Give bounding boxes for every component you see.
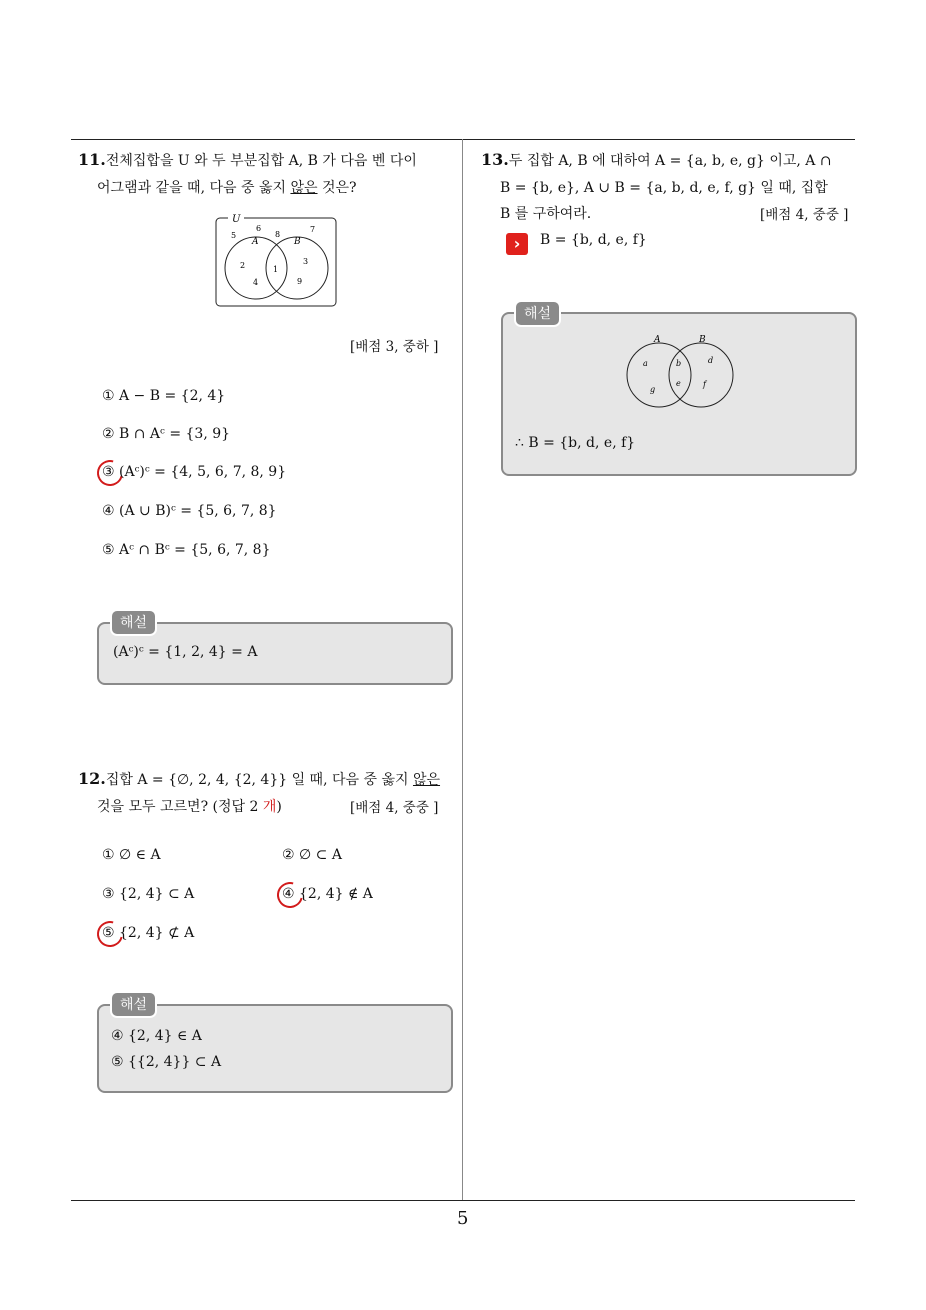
q12-choice-1[interactable]: ① ∅ ∈ A [102, 847, 161, 863]
q11-venn-both-1: 1 [273, 265, 279, 274]
top-rule [71, 139, 855, 140]
bottom-rule [71, 1200, 855, 1201]
q12-choice-2[interactable]: ② ∅ ⊂ A [282, 847, 342, 863]
q11-choice-3[interactable]: ③ (Aᶜ)ᶜ = {4, 5, 6, 7, 8, 9} [102, 464, 287, 480]
q12-number: 12. [78, 769, 106, 788]
page-number: 5 [457, 1208, 469, 1229]
q12-score: [배점 4, 중중 ] [350, 800, 439, 816]
q11-text1: 전체집합을 U 와 두 부분집합 A, B 가 다음 벤 다이 [105, 153, 417, 169]
q13-venn-circle-a [627, 343, 691, 407]
q13-text1: 두 집합 A, B 에 대하여 A = {a, b, e, g} 이고, A ∩ [508, 153, 832, 169]
q13-venn-b-2: f [703, 380, 706, 389]
q12-solution-tag: 해설 [110, 991, 157, 1018]
q12-text1: 집합 A = {∅, 2, 4, {2, 4}} 일 때, 다음 중 옳지 [105, 772, 413, 788]
q11-venn-label-a: A [252, 237, 259, 247]
q11-venn-label-u: U [232, 214, 241, 225]
q13-answer: B = {b, d, e, f} [540, 232, 647, 248]
q11-line1 [78, 150, 417, 170]
q12-line1 [78, 769, 440, 789]
q11-venn-a-2: 4 [253, 278, 259, 287]
q13-line3: B 를 구하여라. [500, 206, 592, 222]
q11-number: 11. [78, 150, 106, 169]
q12-count-highlight: 개 [262, 799, 277, 815]
q13-venn-both-1: b [676, 359, 682, 368]
q13-venn-label-a: A [654, 335, 661, 345]
q11-venn-a-1: 2 [240, 261, 246, 270]
q13-number: 13. [481, 150, 509, 169]
q12-solution-line1: ④ {2, 4} ∈ A [111, 1028, 202, 1044]
q11-choice-1[interactable]: ① A − B = {2, 4} [102, 388, 226, 404]
q13-venn-circle-b [669, 343, 733, 407]
q12-underlined: 않은 [412, 772, 441, 788]
q11-venn-out-1: 5 [231, 231, 237, 240]
q12-text2: 것을 모두 고르면? (정답 2 [97, 799, 263, 815]
q11-venn-diagram [214, 212, 338, 310]
column-divider [462, 139, 463, 1201]
q13-venn-diagram [621, 330, 741, 410]
q13-score: [배점 4, 중중 ] [760, 207, 849, 223]
q12-solution-line2: ⑤ {{2, 4}} ⊂ A [111, 1054, 222, 1070]
q12-choice-4[interactable]: ④ {2, 4} ∉ A [282, 886, 373, 902]
q13-venn-a-2: g [650, 385, 656, 394]
q11-choice-5[interactable]: ⑤ Aᶜ ∩ Bᶜ = {5, 6, 7, 8} [102, 542, 271, 558]
q11-venn-out-3: 8 [275, 230, 281, 239]
q13-solution-tag: 해설 [514, 300, 561, 327]
q12-text2-end: ) [276, 799, 282, 815]
q13-line1 [481, 150, 832, 170]
q11-choice-4[interactable]: ④ (A ∪ B)ᶜ = {5, 6, 7, 8} [102, 503, 277, 519]
q11-solution-tag: 해설 [110, 609, 157, 636]
q11-venn-b-2: 9 [297, 277, 303, 286]
q13-venn-a-1: a [643, 359, 648, 368]
answer-chevron-icon: › [506, 233, 528, 255]
q13-line2: B = {b, e}, A ∪ B = {a, b, d, e, f, g} 일 때, 집합 [500, 180, 828, 196]
q13-solution-text: ∴ B = {b, d, e, f} [515, 435, 636, 451]
q11-underlined: 않은 [290, 180, 318, 196]
q12-choice-3[interactable]: ③ {2, 4} ⊂ A [102, 886, 195, 902]
q11-text2-end: 것은? [317, 180, 357, 196]
q11-choice-2[interactable]: ② B ∩ Aᶜ = {3, 9} [102, 426, 231, 442]
q11-venn-out-4: 7 [310, 225, 316, 234]
q11-venn-label-b: B [294, 237, 301, 247]
q13-venn-b-1: d [708, 356, 714, 365]
q11-solution-text: (Aᶜ)ᶜ = {1, 2, 4} = A [113, 644, 258, 660]
q13-venn-label-b: B [699, 335, 706, 345]
q12-choice-5[interactable]: ⑤ {2, 4} ⊄ A [102, 925, 195, 941]
q13-venn-both-2: e [676, 379, 681, 388]
q11-venn-out-2: 6 [256, 224, 262, 233]
q11-text2: 어그램과 같을 때, 다음 중 옳지 [97, 180, 291, 196]
q12-line2 [97, 796, 282, 816]
q11-score: [배점 3, 중하 ] [350, 339, 439, 355]
q11-line2 [97, 177, 357, 197]
q11-venn-b-1: 3 [303, 257, 309, 266]
q13-solution-box [501, 312, 857, 476]
